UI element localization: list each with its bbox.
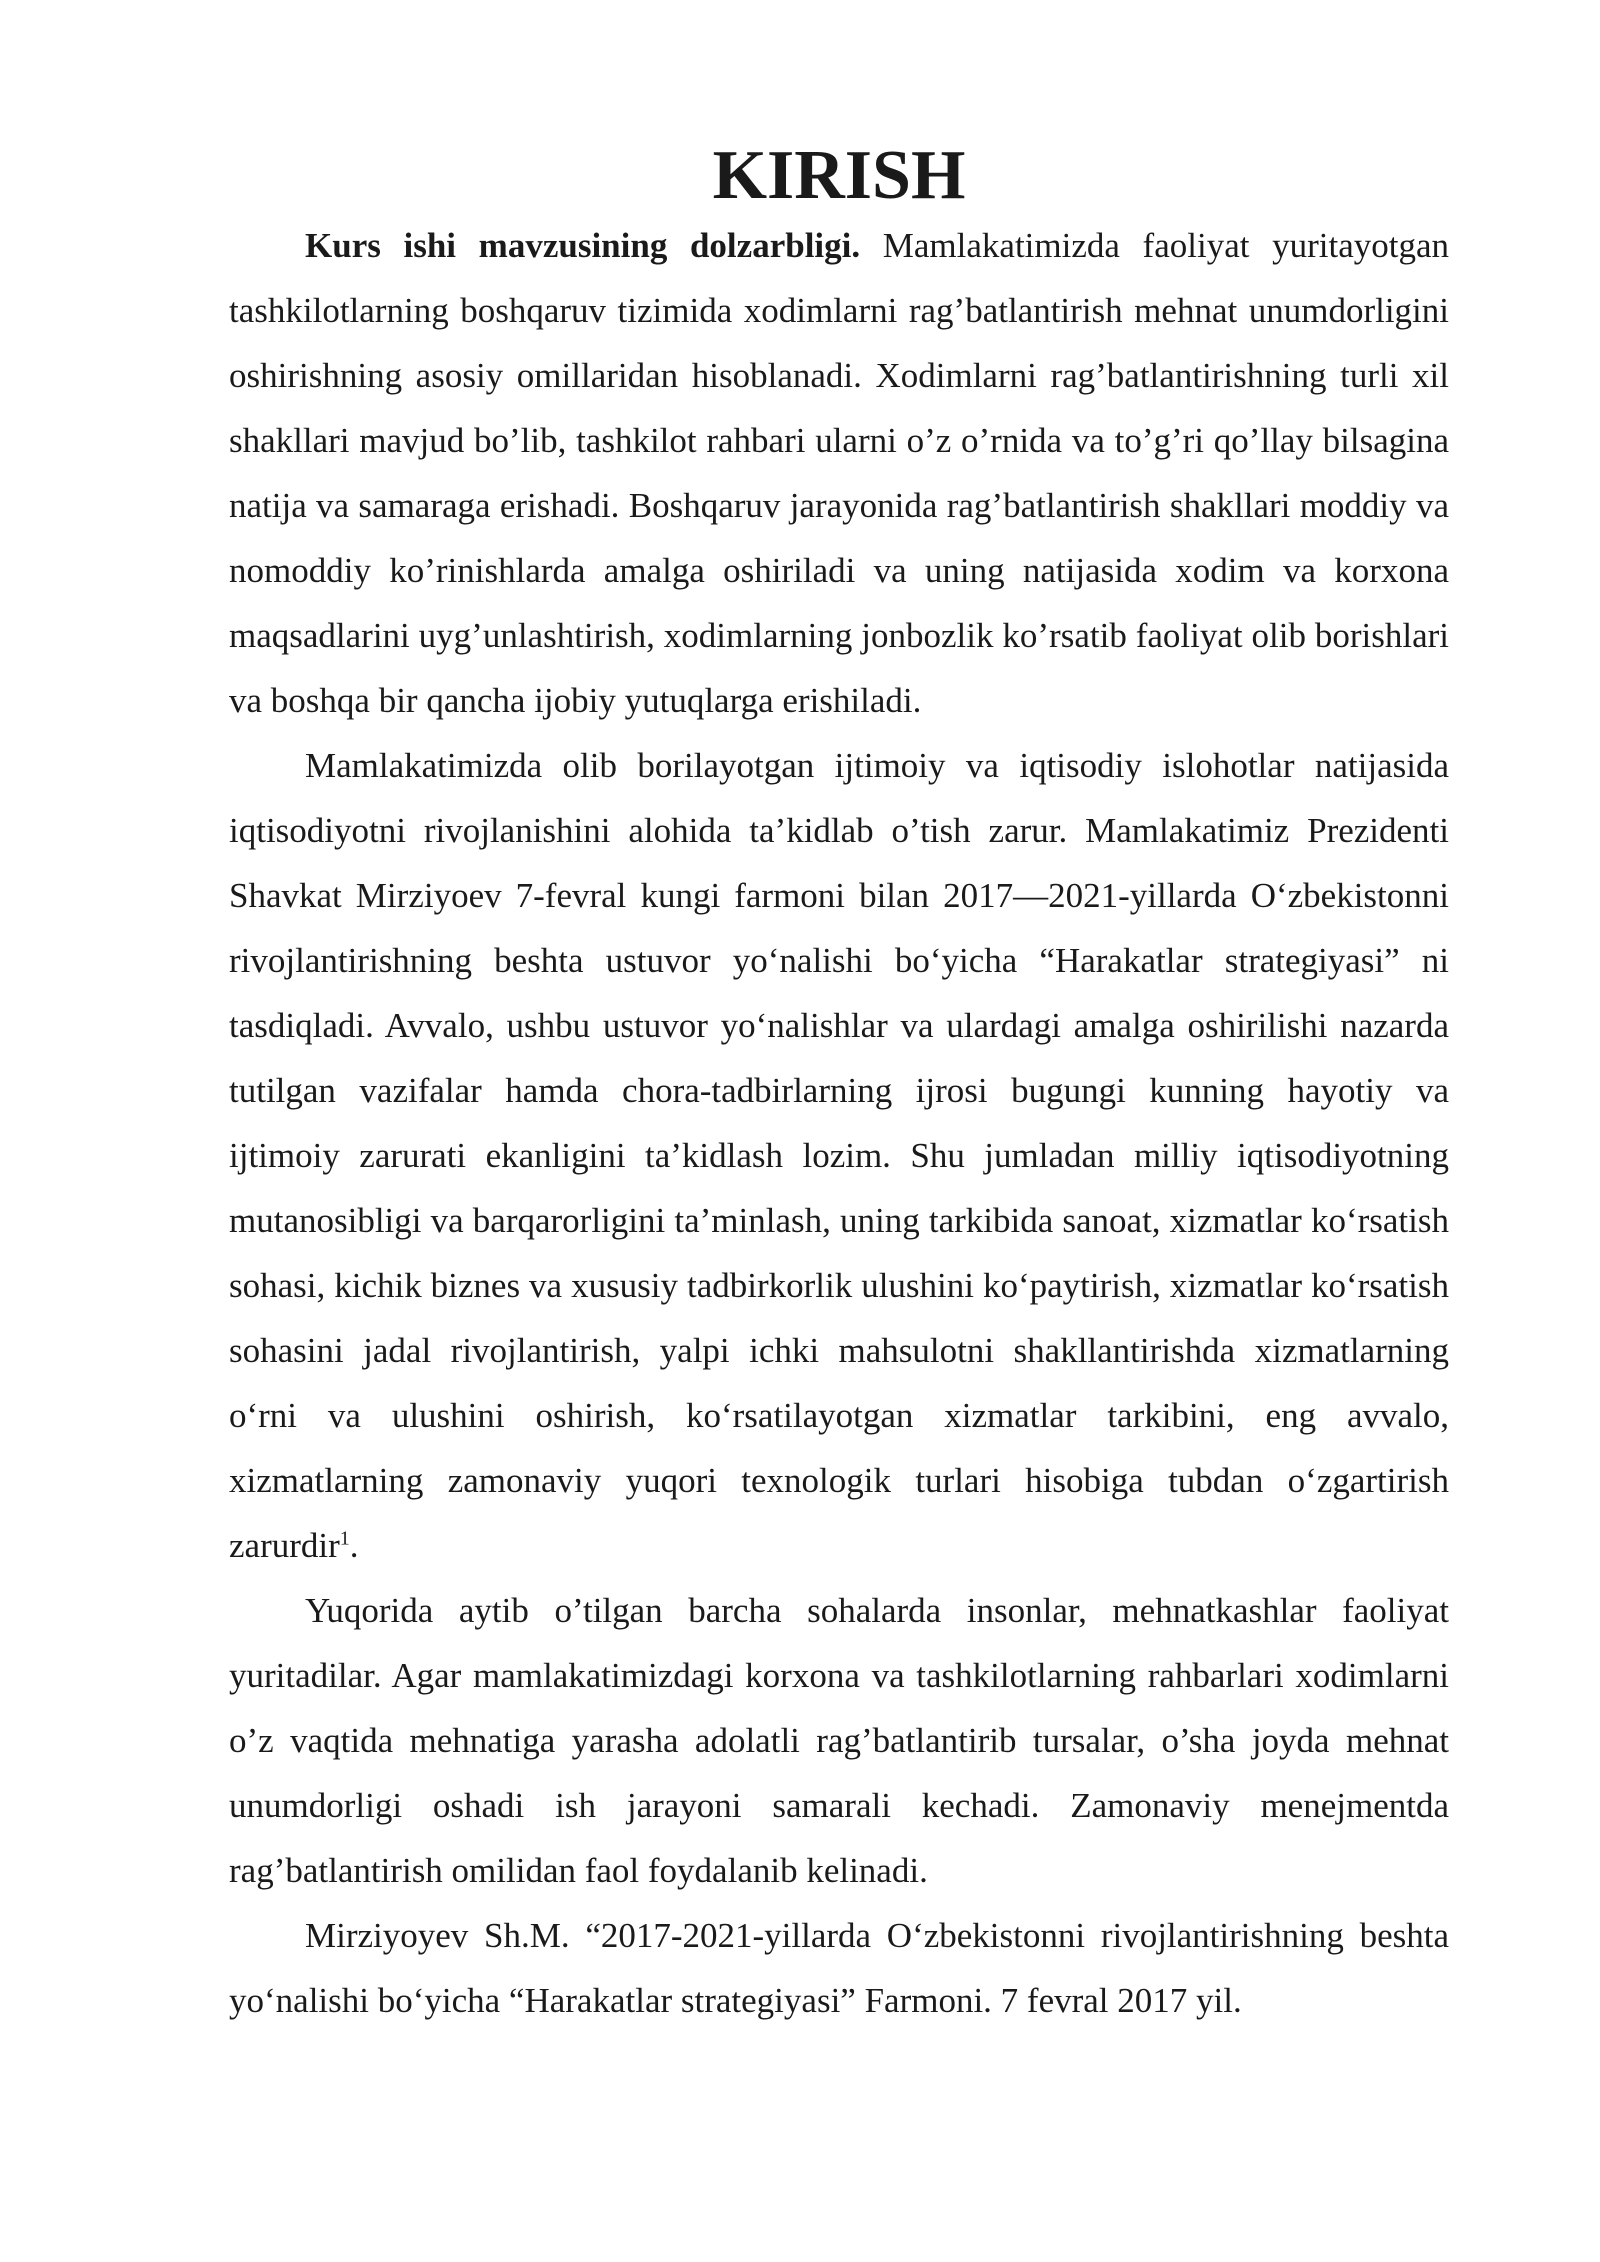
paragraph-reforms	[229, 733, 1449, 1578]
paragraph-relevance	[229, 213, 1449, 733]
footnote-mark: 1	[339, 1527, 350, 1550]
paragraph-text: Yuqorida aytib o’tilgan barcha sohalarda insonlar, mehnatkashlar faoliyat yuritadilar. Agar mamlakatimizdagi korxona va tashkilotlarning rahbarlari xodimlarni o’z vaqtida mehnatiga yarasha adolatli rag’batlantirib tursalar, o’sha joyda mehnat unumdorligi oshadi ish jarayoni samarali kechadi. Zamonaviy menejmentda rag’batlantirish omilidan faol foydalanib kelinadi.	[229, 1591, 1449, 1890]
paragraph-reference	[229, 1903, 1449, 2033]
paragraph-text: Mamlakatimizda faoliyat yuritayotgan tashkilotlarning boshqaruv tizimida xodimlarni rag’batlantirish mehnat unumdorligini oshirishning asosiy omillaridan hisoblanadi. Xodimlarni rag’batlantirishning turli xil shakllari mavjud bo’lib, tashkilot rahbari ularni o’z o’rnida va to’g’ri qo’llay bilsagina natija va samaraga erishadi. Boshqaruv jarayonida rag’batlantirish shakllari moddiy va nomoddiy ko’rinishlarda amalga oshiriladi va uning natijasida xodim va korxona maqsadlarini uyg’unlashtirish, xodimlarning jonbozlik ko’rsatib faoliyat olib borishlari va boshqa bir qancha ijobiy yutuqlarga erishiladi.	[229, 226, 1449, 720]
document-body	[229, 137, 1449, 2033]
page-title: KIRISH	[712, 137, 966, 214]
paragraph-lead: Kurs ishi mavzusining dolzarbligi.	[305, 226, 861, 265]
paragraph-end: .	[349, 1526, 359, 1565]
paragraph-text: Mamlakatimizda olib borilayotgan ijtimoiy va iqtisodiy islohotlar natijasida iqtisodiyotni rivojlanishini alohida ta’kidlab o’tish zarur. Mamlakatimiz Prezidenti Shavkat Mirziyoev 7-fevral kungi farmoni bilan 2017—2021-yillarda O‘zbekistonni rivojlantirishning beshta ustuvor yo‘nalishi bo‘yicha “Harakatlar strategiyasi” ni tasdiqladi. Avvalo, ushbu ustuvor yo‘nalishlar va ulardagi amalga oshirilishi nazarda tutilgan vazifalar hamda chora-tadbirlarning ijrosi bugungi kunning hayotiy va ijtimoiy zarurati ekanligini ta’kidlash lozim. Shu jumladan milliy iqtisodiyotning mutanosibligi va barqarorligini ta’minlash, uning tarkibida sanoat, xizmatlar ko‘rsatish sohasi, kichik biznes va xususiy tadbirkorlik ulushini ko‘paytirish, xizmatlar ko‘rsatish sohasini jadal rivojlantirish, yalpi ichki mahsulotni shakllantirishda xizmatlarning o‘rni va ulushini oshirish, ko‘rsatilayotgan xizmatlar tarkibini, eng avvalo, xizmatlarning zamonaviy yuqori texnologik turlari hisobiga tubdan o‘zgartirish zarurdir	[229, 746, 1449, 1565]
paragraph-motivation	[229, 1578, 1449, 1903]
paragraph-text: Mirziyoyev Sh.M. “2017-2021-yillarda O‘zbekistonni rivojlantirishning beshta yo‘nalishi bo‘yicha “Harakatlar strategiyasi” Farmoni. 7 fevral 2017 yil.	[229, 1916, 1449, 2020]
